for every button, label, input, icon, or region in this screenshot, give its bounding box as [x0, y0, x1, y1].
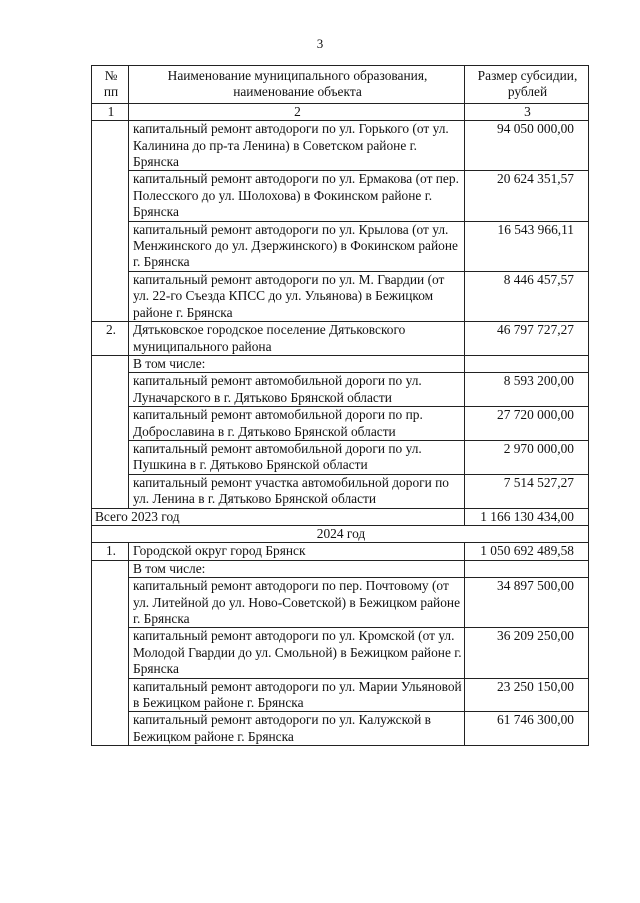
total-amount: 1 166 130 434,00: [465, 508, 589, 525]
header-amount: Размер субсидии, рублей: [465, 66, 589, 104]
amount-cell: 8 593 200,00: [465, 373, 589, 407]
year-heading-row: [92, 525, 589, 542]
object-name: капитальный ремонт автодороги по ул. М. Гвардии (от ул. 22-го Съезда КПСС до ул. Ульянова) в Бежицком районе г. Брянска: [129, 271, 465, 321]
group-num: 2.: [92, 322, 129, 356]
num-cell: [92, 221, 129, 271]
object-name: капитальный ремонт автомобильной дороги по ул. Луначарского в г. Дятьково Брянской области: [129, 373, 465, 407]
table-row: [92, 578, 589, 628]
amount-cell: 7 514 527,27: [465, 474, 589, 508]
table-row: [92, 440, 589, 474]
num-cell: [92, 373, 129, 407]
amount-cell: [465, 560, 589, 577]
amount-cell: 2 970 000,00: [465, 440, 589, 474]
num-cell: [92, 712, 129, 746]
num-cell: [92, 578, 129, 628]
table-row: [92, 678, 589, 712]
num-cell: [92, 355, 129, 372]
subsidy-table: [91, 65, 589, 746]
including-row: [92, 355, 589, 372]
table-row: [92, 628, 589, 678]
group-amount: 1 050 692 489,58: [465, 543, 589, 560]
object-name: капитальный ремонт автомобильной дороги по пр. Доброславина в г. Дятьково Брянской области: [129, 407, 465, 441]
num-cell: [92, 407, 129, 441]
total-label: Всего 2023 год: [92, 508, 465, 525]
header-num: № пп: [92, 66, 129, 104]
group-row: [92, 322, 589, 356]
object-name: капитальный ремонт автодороги по ул. Кромской (от ул. Молодой Гвардии до ул. Смольной) в Бежицком районе г. Брянска: [129, 628, 465, 678]
object-name: капитальный ремонт автодороги по ул. Марии Ульяновой в Бежицком районе г. Брянска: [129, 678, 465, 712]
amount-cell: 61 746 300,00: [465, 712, 589, 746]
amount-cell: 27 720 000,00: [465, 407, 589, 441]
table-row: [92, 171, 589, 221]
header-name: Наименование муниципального образования, наименование объекта: [129, 66, 465, 104]
year-heading: 2024 год: [92, 525, 589, 542]
num-cell: [92, 628, 129, 678]
amount-cell: 94 050 000,00: [465, 121, 589, 171]
index-cell: 1: [92, 103, 129, 120]
num-cell: [92, 171, 129, 221]
amount-cell: 34 897 500,00: [465, 578, 589, 628]
table-row: [92, 373, 589, 407]
municipality-name: Дятьковское городское поселение Дятьковского муниципального района: [129, 322, 465, 356]
group-amount: 46 797 727,27: [465, 322, 589, 356]
table-row: [92, 712, 589, 746]
amount-cell: 16 543 966,11: [465, 221, 589, 271]
object-name: капитальный ремонт участка автомобильной дороги по ул. Ленина в г. Дятьково Брянской области: [129, 474, 465, 508]
object-name: капитальный ремонт автодороги по ул. Калужской в Бежицком районе г. Брянска: [129, 712, 465, 746]
object-name: капитальный ремонт автомобильной дороги по ул. Пушкина в г. Дятьково Брянской области: [129, 440, 465, 474]
including-row: [92, 560, 589, 577]
object-name: капитальный ремонт автодороги по пер. Почтовому (от ул. Литейной до ул. Ново-Советской) в Бежицком районе г. Брянска: [129, 578, 465, 628]
amount-cell: 36 209 250,00: [465, 628, 589, 678]
amount-cell: 20 624 351,57: [465, 171, 589, 221]
num-cell: [92, 440, 129, 474]
including-label: В том числе:: [129, 355, 465, 372]
object-name: капитальный ремонт автодороги по ул. Крылова (от ул. Менжинского до ул. Дзержинского) в Фокинском районе г. Брянска: [129, 221, 465, 271]
num-cell: [92, 678, 129, 712]
page-number: 3: [316, 36, 324, 51]
table-row: [92, 221, 589, 271]
num-cell: [92, 560, 129, 577]
num-cell: [92, 474, 129, 508]
including-label: В том числе:: [129, 560, 465, 577]
table-row: [92, 271, 589, 321]
total-row: [92, 508, 589, 525]
num-cell: [92, 121, 129, 171]
amount-cell: [465, 355, 589, 372]
index-row: [92, 103, 589, 120]
table-row: [92, 474, 589, 508]
index-cell: 3: [465, 103, 589, 120]
num-cell: [92, 271, 129, 321]
header-row: [92, 66, 589, 104]
amount-cell: 23 250 150,00: [465, 678, 589, 712]
table-row: [92, 407, 589, 441]
object-name: капитальный ремонт автодороги по ул. Ермакова (от пер. Полесского до ул. Шолохова) в Фокинском районе г. Брянска: [129, 171, 465, 221]
group-num: 1.: [92, 543, 129, 560]
table-row: [92, 121, 589, 171]
object-name: капитальный ремонт автодороги по ул. Горького (от ул. Калинина до пр-та Ленина) в Советском районе г. Брянска: [129, 121, 465, 171]
group-row: [92, 543, 589, 560]
amount-cell: 8 446 457,57: [465, 271, 589, 321]
index-cell: 2: [129, 103, 465, 120]
municipality-name: Городской округ город Брянск: [129, 543, 465, 560]
